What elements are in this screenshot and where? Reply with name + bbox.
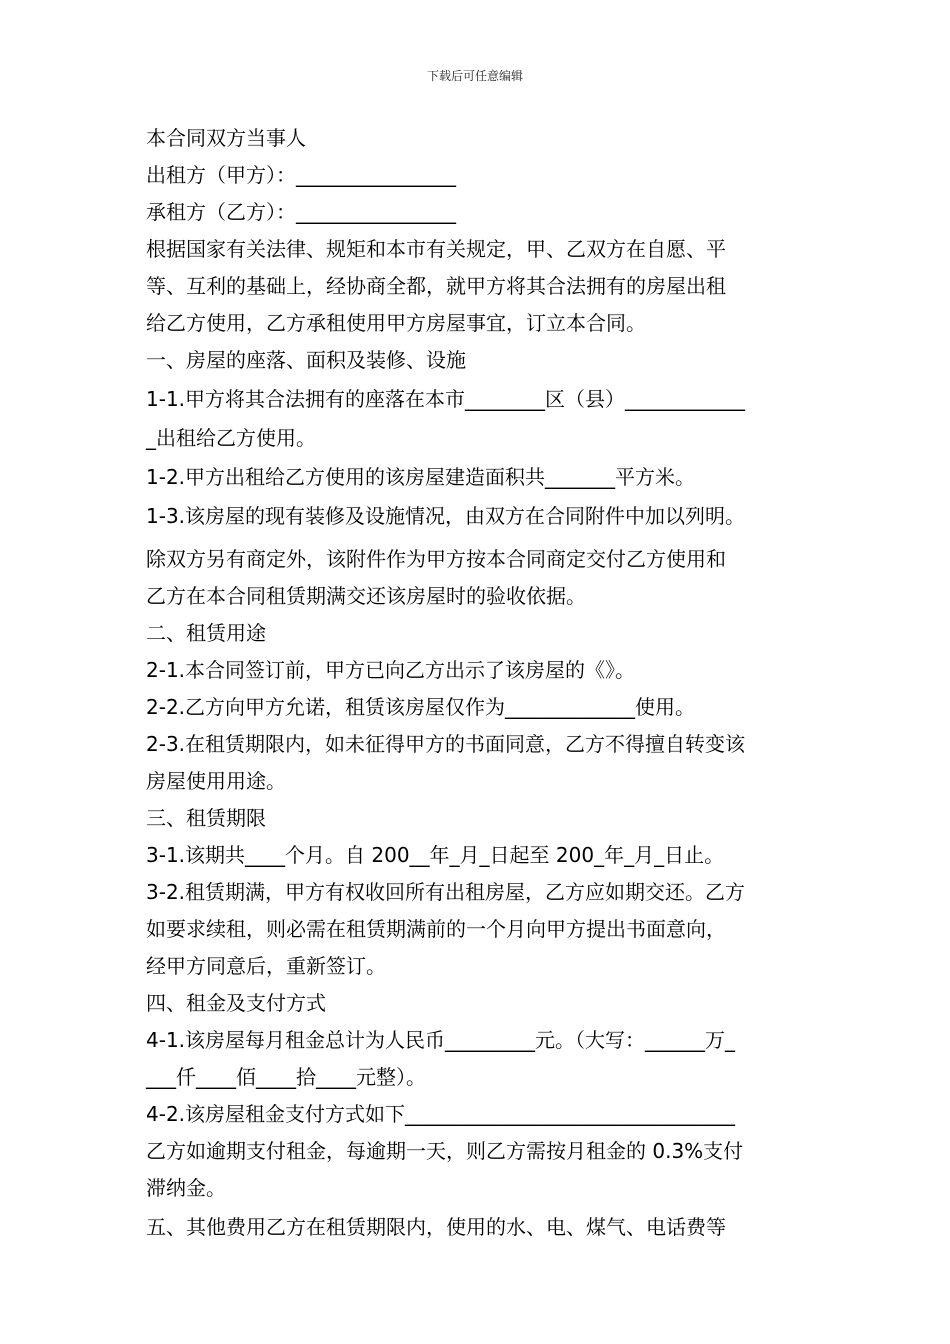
page-header: 下载后可任意编辑 <box>426 69 523 83</box>
clause-line: ___仟____佰____拾____元整）。 <box>146 1065 426 1089</box>
clause-line: 房屋使用用途。 <box>146 769 286 793</box>
clause-line: 如要求续租，则必需在租赁期满前的一个月向甲方提出书面意向， <box>146 917 726 941</box>
clause-line: 乙方如逾期支付租金，每逾期一天，则乙方需按月租金的 0.3%支付 <box>146 1139 744 1163</box>
clause-line: 4-1.该房屋每月租金总计为人民币_________元。（大写：______万_ <box>146 1028 736 1052</box>
clause-line: 乙方在本合同租赁期满交还该房屋时的验收依据。 <box>146 584 586 608</box>
parties-heading: 本合同双方当事人 <box>146 126 306 150</box>
preamble-line: 给乙方使用，乙方承租使用甲方房屋事宜，订立本合同。 <box>146 311 646 335</box>
section-heading: 一、房屋的座落、面积及装修、设施 <box>146 348 466 372</box>
clause-line: _出租给乙方使用。 <box>146 426 316 450</box>
clause-line: 2-1.本合同签订前，甲方已向乙方出示了该房屋的《》。 <box>146 658 636 682</box>
section-heading: 二、租赁用途 <box>146 621 266 645</box>
clause-line: 经甲方同意后，重新签订。 <box>146 954 386 978</box>
clause-line: 3-2.租赁期满，甲方有权收回所有出租房屋，乙方应如期交还。乙方 <box>146 880 746 904</box>
clause-line: 1-1.甲方将其合法拥有的座落在本市________区（县）____________ <box>146 387 746 411</box>
contract-body <box>146 120 811 1246</box>
clause-line: 2-2.乙方向甲方允诺，租赁该房屋仅作为_____________使用。 <box>146 695 696 719</box>
preamble-line: 等、互利的基础上，经协商全都，就甲方将其合法拥有的房屋出租 <box>146 274 726 298</box>
lessee-line: 承租方（乙方）：________________ <box>146 200 456 224</box>
lessor-line: 出租方（甲方）：________________ <box>146 163 456 187</box>
clause-line: 2-3.在租赁期限内，如未征得甲方的书面同意，乙方不得擅自转变该 <box>146 732 746 756</box>
section-heading: 四、租金及支付方式 <box>146 991 326 1015</box>
clause-line: 4-2.该房屋租金支付方式如下_________________________________ <box>146 1102 736 1126</box>
section-heading: 三、租赁期限 <box>146 806 266 830</box>
clause-line: 3-1.该期共____个月。自 200__年_月_日起至 200_年_月_日止。 <box>146 843 725 867</box>
preamble-line: 根据国家有关法律、规矩和本市有关规定，甲、乙双方在自愿、平 <box>146 237 726 261</box>
clause-line: 滞纳金。 <box>146 1176 226 1200</box>
clause-line: 除双方另有商定外，该附件作为甲方按本合同商定交付乙方使用和 <box>146 547 726 571</box>
section-heading: 五、其他费用乙方在租赁期限内，使用的水、电、煤气、电话费等 <box>146 1215 726 1239</box>
clause-line: 1-3.该房屋的现有装修及设施情况，由双方在合同附件中加以列明。 <box>146 504 746 528</box>
clause-line: 1-2.甲方出租给乙方使用的该房屋建造面积共_______平方米。 <box>146 465 696 489</box>
